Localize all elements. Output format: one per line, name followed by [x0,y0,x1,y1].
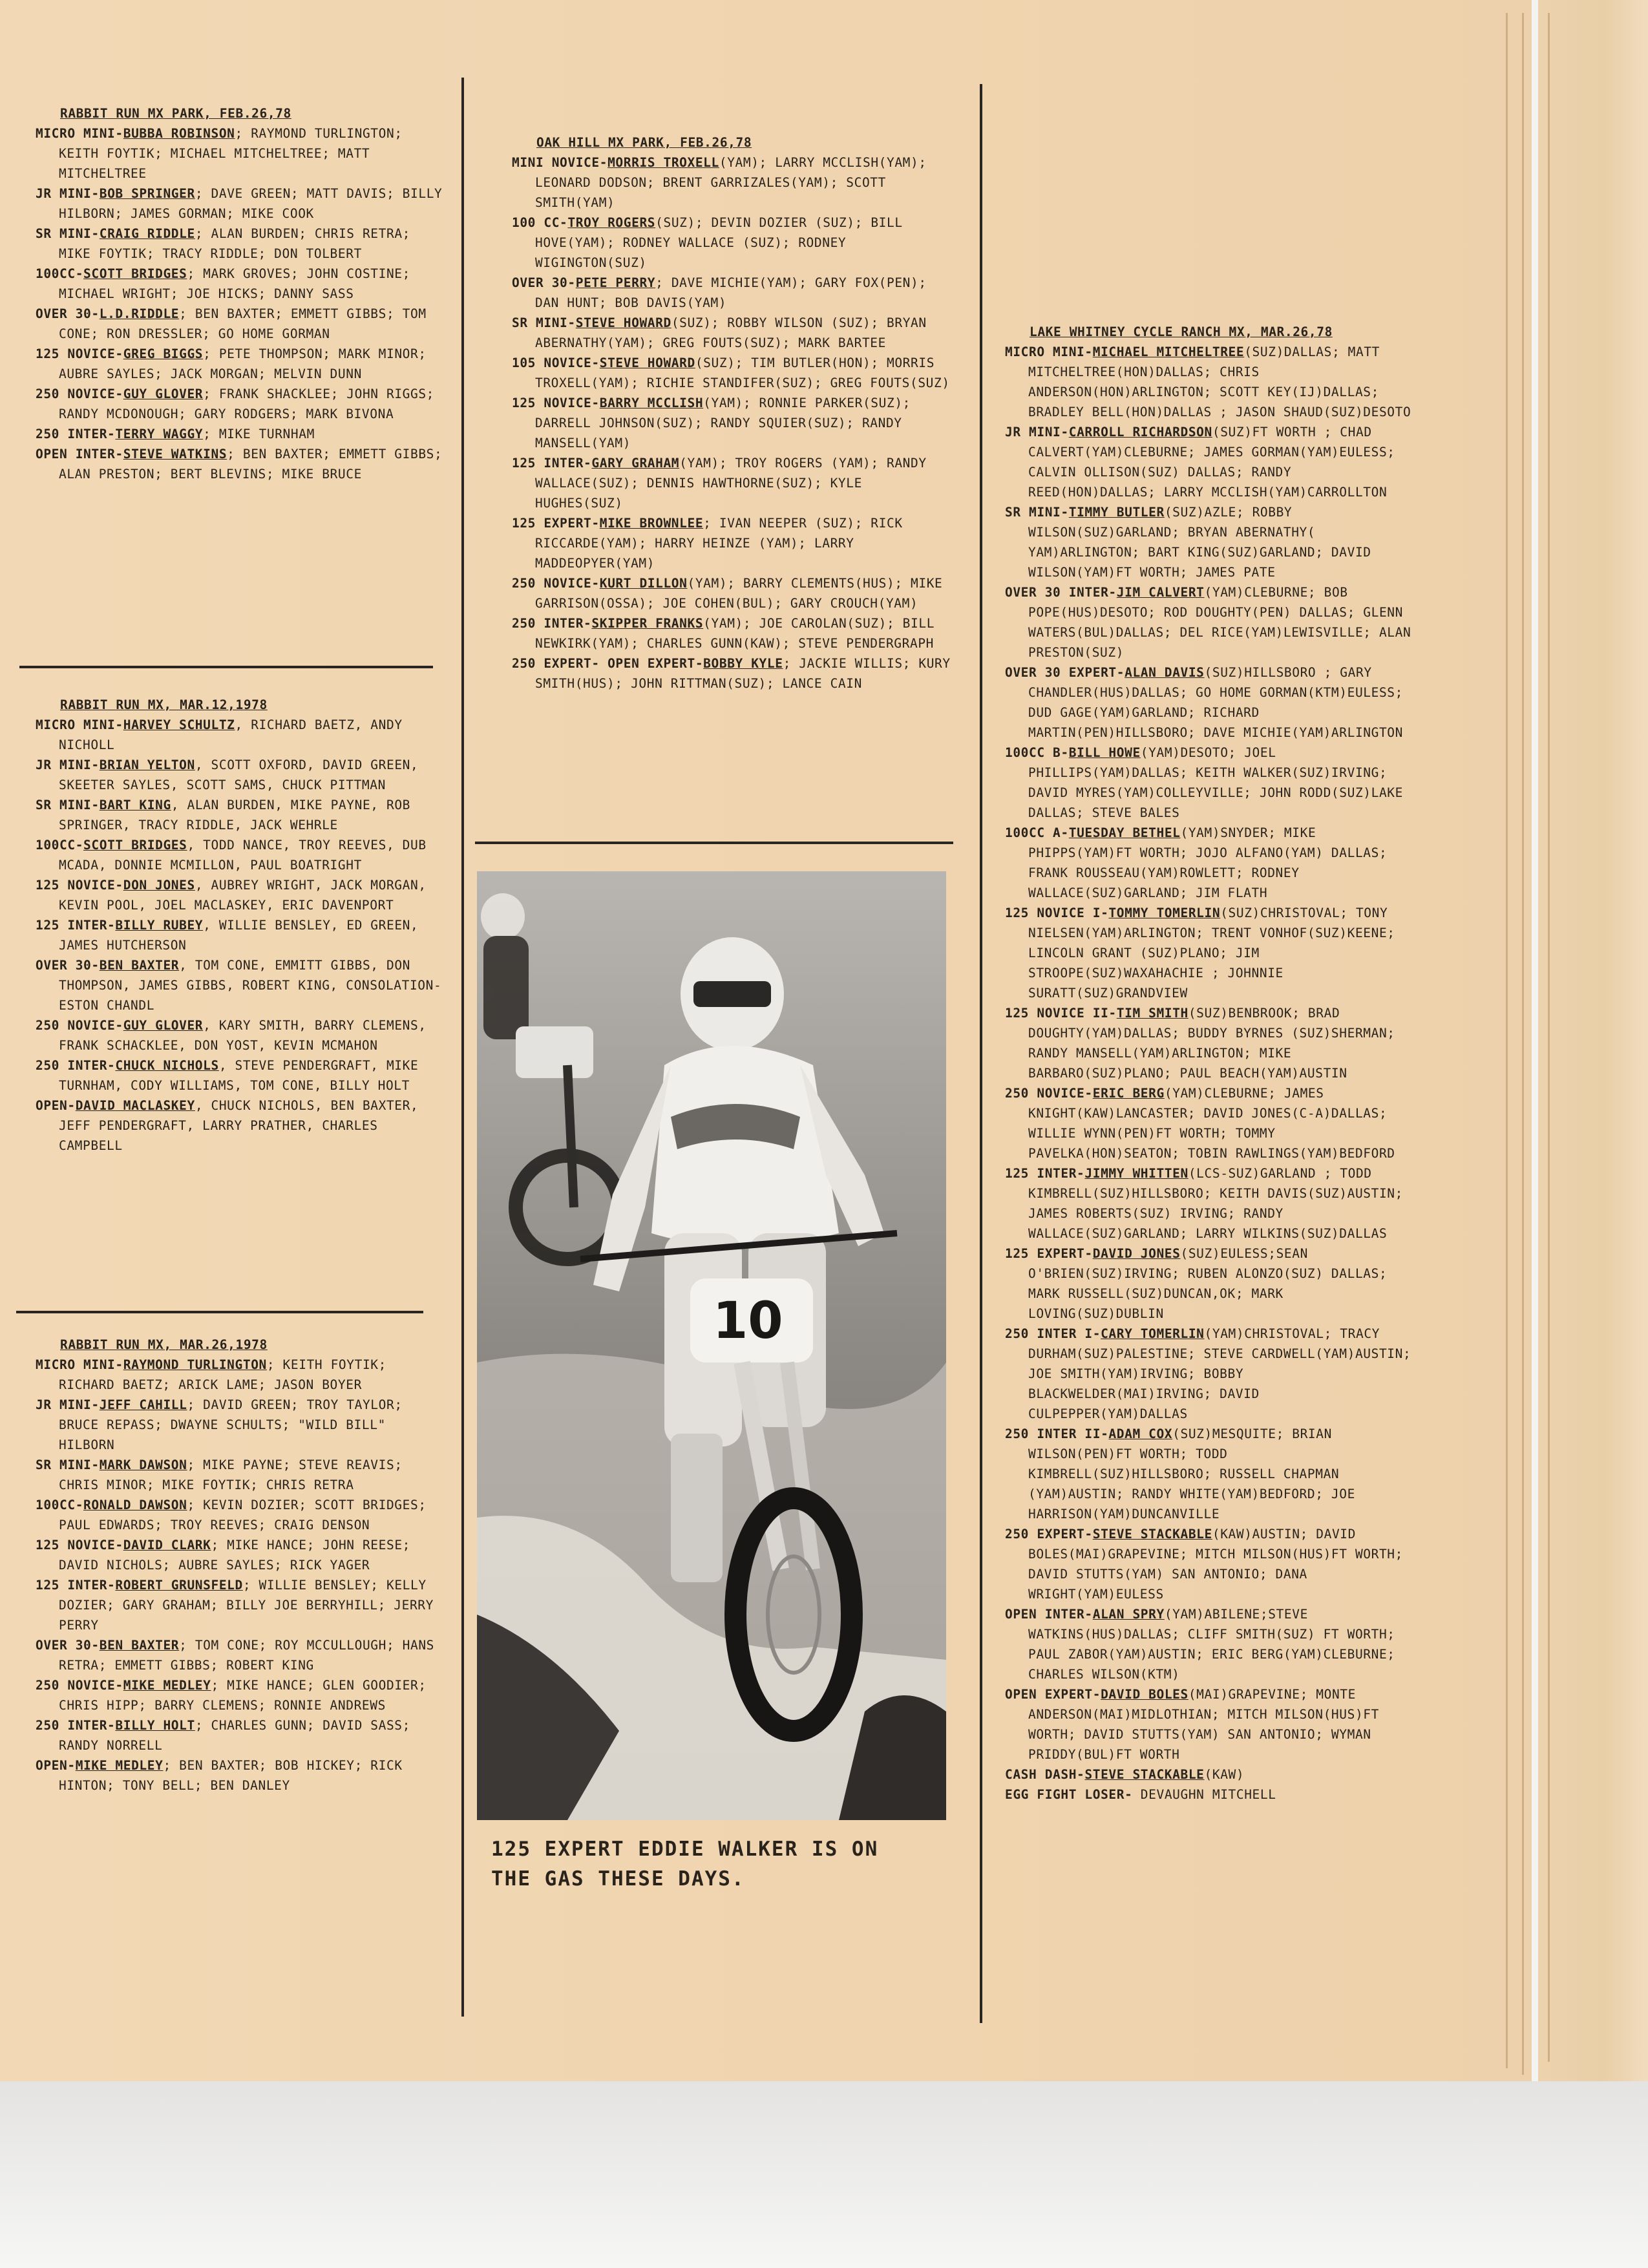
winner-name: GUY GLOVER [123,387,204,401]
winner-name: ALAN SPRY [1092,1607,1165,1622]
class-label: 125 EXPERT- [1005,1246,1093,1261]
result-entry [36,224,449,264]
finishers: ; MIKE PAYNE; STEVE REAVIS; CHRIS MINOR; MIKE FOYTIK; CHRIS RETRA [59,1457,403,1492]
winner-name: BRIAN YELTON [99,758,195,772]
winner-name: BOB SPRINGER [99,186,195,201]
finishers: ; MARK GROVES; JOHN COSTINE; MICHAEL WRIGHT; JOE HICKS; DANNY SASS [59,266,410,301]
class-label: OVER 30- [512,275,576,290]
finishers: , WILLIE BENSLEY, ED GREEN, JAMES HUTCHERSON [59,918,419,953]
result-entry [1005,1163,1412,1244]
finishers: (YAM)CLEBURNE; BOB POPE(HUS)DESOTO; ROD DOUGHTY(PEN) DALLAS; GLENN WATERS(BUL)DALLAS; DEL RICE(YAM)LEWISVILLE; ALAN PRESTON(SUZ) [1028,585,1411,660]
winner-name: BILLY RUBEY [115,918,204,933]
result-entry [36,1015,449,1055]
winner-name: GUY GLOVER [123,1018,204,1033]
result-entry [1005,1524,1412,1604]
class-label: 250 INTER- [36,1058,116,1073]
winner-name: SKIPPER FRANKS [591,616,704,631]
finishers: ; FRANK SHACKLEE; JOHN RIGGS; RANDY MCDONOUGH; GARY RODGERS; MARK BIVONA [59,387,435,421]
winner-name: KURT DILLON [599,576,688,591]
finishers: (SUZ)EULESS;SEAN O'BRIEN(SUZ)IRVING; RUBEN ALONZO(SUZ) DALLAS; MARK RUSSELL(SUZ)DUNCAN,OK; MARK LOVING(SUZ)DUBLIN [1028,1246,1388,1321]
class-label: JR MINI- [1005,425,1069,440]
class-label: OPEN- [36,1098,76,1113]
winner-name: ALAN DAVIS [1125,665,1205,680]
winner-name: BARRY MCCLISH [599,396,704,410]
winner-name: BEN BAXTER [99,1638,180,1653]
finishers: (MAI)GRAPEVINE; MONTE ANDERSON(MAI)MIDLOTHIAN; MITCH MILSON(HUS)FT WORTH; DAVID STUTTS(YAM) SAN ANTONIO; WYMAN PRIDDY(BUL)FT WORTH [1028,1687,1379,1762]
finishers: , CHUCK NICHOLS, BEN BAXTER, JEFF PENDERGRAFT, LARRY PRATHER, CHARLES CAMPBELL [59,1098,419,1153]
class-label: 100CC A- [1005,825,1069,840]
finishers: , ALAN BURDEN, MIKE PAYNE, ROB SPRINGER, TRACY RIDDLE, JACK WEHRLE [59,798,410,832]
winner-name: BILLY HOLT [115,1718,195,1733]
result-entry [1005,903,1412,1003]
middle-column [512,132,951,694]
winner-name: CHUCK NICHOLS [115,1058,219,1073]
result-entry [1005,582,1412,662]
class-label: 100CC- [36,838,84,853]
finishers: ; CHARLES GUNN; DAVID SASS; RANDY NORRELL [59,1718,410,1753]
result-entry [36,123,449,184]
class-label: OPEN- [36,1758,76,1773]
class-label: SR MINI- [36,798,100,812]
result-entry [36,1755,449,1796]
result-entry [1005,502,1412,582]
class-label: 125 INTER- [1005,1166,1085,1181]
finishers: (YAM)ABILENE;STEVE WATKINS(HUS)DALLAS; CLIFF SMITH(SUZ) FT WORTH; PAUL ZABOR(YAM)AUSTIN; ERIC BERG(YAM)CLEBURNE; CHARLES WILSON(KTM) [1028,1607,1395,1682]
finishers: , AUBREY WRIGHT, JACK MORGAN, KEVIN POOL, JOEL MACLASKEY, ERIC DAVENPORT [59,878,427,913]
result-entry [36,915,449,955]
finishers: , TOM CONE, EMMITT GIBBS, DON THOMPSON, JAMES GIBBS, ROBERT KING, CONSOLATION- ESTON CHANDL [59,958,442,1013]
finishers: (KAW) [1204,1767,1245,1782]
section-rule [475,842,953,844]
winner-name: BILL HOWE [1068,745,1141,760]
finishers: ; KEVIN DOZIER; SCOTT BRIDGES; PAUL EDWARDS; TROY REEVES; CRAIG DENSON [59,1498,427,1532]
result-entry [512,453,951,513]
result-entry [1005,1424,1412,1524]
result-entry [36,1675,449,1715]
result-entry [36,1575,449,1635]
winner-name: PETE PERRY [575,275,656,290]
winner-name: BUBBA ROBINSON [123,126,235,141]
class-label: 100CC- [36,266,84,281]
winner-name: CARROLL RICHARDSON [1068,425,1212,440]
class-label: OPEN EXPERT- [1005,1687,1101,1702]
section-title: RABBIT RUN MX PARK, FEB.26,78 [60,106,291,121]
class-label: MICRO MINI- [36,717,123,732]
results-section [36,695,449,1156]
class-label: OVER 30 EXPERT- [1005,665,1125,680]
result-entry [36,384,449,424]
winner-name: HARVEY SCHULTZ [123,717,235,732]
winner-name: TIMMY BUTLER [1068,505,1165,520]
winner-name: ADAM COX [1108,1426,1173,1441]
winner-name: STEVE STACKABLE [1084,1767,1205,1782]
result-entry [36,755,449,795]
motocross-photo [477,871,946,1820]
finishers: ; JACKIE WILLIS; KURY SMITH(HUS); JOHN RITTMAN(SUZ); LANCE CAIN [535,656,951,691]
result-entry [1005,662,1412,743]
class-label: 125 NOVICE I- [1005,906,1109,920]
result-entry [1005,823,1412,903]
winner-name: BART KING [99,798,171,812]
result-entry [36,1635,449,1675]
result-entry [1005,1003,1412,1083]
column-rule [461,78,464,2017]
finishers: (SUZ); TIM BUTLER(HON); MORRIS TROXELL(YAM); RICHIE STANDIFER(SUZ); GREG FOUTS(SUZ) [535,355,950,390]
class-label: 250 INTER- [36,427,116,441]
result-entry [512,353,951,393]
finishers: ; KEITH FOYTIK; RICHARD BAETZ; ARICK LAME; JASON BOYER [59,1357,386,1392]
class-label: JR MINI- [36,1397,100,1412]
page-edge-line [1522,13,1524,2075]
class-label: SR MINI- [36,1457,100,1472]
winner-name: TIM SMITH [1116,1006,1188,1021]
class-label: 250 EXPERT- OPEN EXPERT- [512,656,704,671]
class-label: 250 NOVICE- [36,1018,123,1033]
result-entry [36,424,449,444]
photo-illustration [477,871,946,1820]
class-label: 100CC B- [1005,745,1069,760]
class-label: 250 INTER- [512,616,592,631]
finishers: , SCOTT OXFORD, DAVID GREEN, SKEETER SAYLES, SCOTT SAMS, CHUCK PITTMAN [59,758,419,792]
result-entry [36,835,449,875]
result-entry [36,955,449,1015]
winner-name: STEVE HOWARD [599,355,695,370]
class-label: EGG FIGHT LOSER- [1005,1787,1133,1802]
finishers: (SUZ)CHRISTOVAL; TONY NIELSEN(YAM)ARLINGTON; TRENT VONHOF(SUZ)KEENE; LINCOLN GRANT (SUZ)PLANO; JIM STROOPE(SUZ)WAXAHACHIE ; JOHNNIE SURATT(SUZ)GRANDVIEW [1028,906,1395,1001]
finishers: ; BEN BAXTER; EMMETT GIBBS; ALAN PRESTON; BERT BLEVINS; MIKE BRUCE [59,447,443,482]
winner-name: L.D.RIDDLE [99,306,180,321]
result-entry [512,653,951,694]
winner-name: DAVID BOLES [1101,1687,1188,1702]
winner-name: RONALD DAWSON [83,1498,187,1512]
class-label: 250 NOVICE- [512,576,600,591]
winner-name: MIKE MEDLEY [123,1678,211,1693]
winner-name: STEVE STACKABLE [1092,1527,1212,1542]
class-label: 250 INTER I- [1005,1326,1101,1341]
result-entry [1005,1785,1412,1805]
class-label: OPEN INTER- [1005,1607,1093,1622]
result-entry [36,184,449,224]
finishers: ; ALAN BURDEN; CHRIS RETRA; MIKE FOYTIK; TRACY RIDDLE; DON TOLBERT [59,226,411,261]
winner-name: DAVID CLARK [123,1538,211,1553]
result-entry [1005,1684,1412,1765]
winner-name: MIKE MEDLEY [75,1758,164,1773]
result-entry [36,1096,449,1156]
finishers: (SUZ)AZLE; ROBBY WILSON(SUZ)GARLAND; BRYAN ABERNATHY( YAM)ARLINGTON; BART KING(SUZ)GARLAND; DAVID WILSON(YAM)FT WORTH; JAMES PATE [1028,505,1371,580]
page-edge-line [1506,13,1508,2068]
result-entry [512,153,951,213]
class-label: 250 INTER II- [1005,1426,1109,1441]
winner-name: MORRIS TROXELL [607,155,719,170]
class-label: MINI NOVICE- [512,155,608,170]
result-entry [36,1715,449,1755]
result-entry [36,1495,449,1535]
class-label: 125 INTER- [36,1578,116,1593]
results-section [1005,322,1412,1805]
class-label: JR MINI- [36,186,100,201]
finishers: ; TOM CONE; ROY MCCULLOUGH; HANS RETRA; EMMETT GIBBS; ROBERT KING [59,1638,435,1673]
result-entry [512,273,951,313]
finishers: (SUZ)MESQUITE; BRIAN WILSON(PEN)FT WORTH; TODD KIMBRELL(SUZ)HILLSBORO; RUSSELL CHAPMAN (YAM)AUSTIN; RANDY WHITE(YAM)BEDFORD; JOE HARRISON(YAM)DUNCANVILLE [1028,1426,1355,1521]
section-title: RABBIT RUN MX, MAR.12,1978 [60,697,268,712]
winner-name: CRAIG RIDDLE [99,226,195,241]
winner-name: SCOTT BRIDGES [83,838,187,853]
class-label: 250 EXPERT- [1005,1527,1093,1542]
finishers: ; BEN BAXTER; BOB HICKEY; RICK HINTON; TONY BELL; BEN DANLEY [59,1758,403,1793]
winner-name: DAVID MACLASKEY [75,1098,195,1113]
result-entry [36,1355,449,1395]
section-title: OAK HILL MX PARK, FEB.26,78 [536,135,752,150]
finishers: (SUZ); DEVIN DOZIER (SUZ); BILL HOVE(YAM); RODNEY WALLACE (SUZ); RODNEY WIGINGTON(SUZ) [535,215,903,270]
result-entry [1005,1244,1412,1324]
finishers: ; DAVE MICHIE(YAM); GARY FOX(PEN); DAN HUNT; BOB DAVIS(YAM) [535,275,927,310]
winner-name: ROBERT GRUNSFELD [115,1578,243,1593]
result-entry [36,264,449,304]
class-label: 125 NOVICE- [36,1538,123,1553]
right-column [1005,322,1412,1805]
finishers: ; MIKE HANCE; JOHN REESE; DAVID NICHOLS; AUBRE SAYLES; RICK YAGER [59,1538,410,1573]
class-label: 105 NOVICE- [512,355,600,370]
winner-name: STEVE WATKINS [123,447,227,461]
finishers: ; MIKE HANCE; GLEN GOODIER; CHRIS HIPP; BARRY CLEMENS; RONNIE ANDREWS [59,1678,427,1713]
result-entry [36,795,449,835]
result-entry [36,1395,449,1455]
result-entry [36,1055,449,1096]
class-label: 250 INTER- [36,1718,116,1733]
result-entry [36,444,449,484]
winner-name: ERIC BERG [1092,1086,1165,1101]
class-label: 125 NOVICE- [36,346,123,361]
finishers: (SUZ)FT WORTH ; CHAD CALVERT(YAM)CLEBURNE; JAMES GORMAN(YAM)EULESS; CALVIN OLLISON(SUZ) DALLAS; RANDY REED(HON)DALLAS; LARRY MCCLISH(YAM)CARROLLTON [1028,425,1395,500]
class-label: OPEN INTER- [36,447,123,461]
class-label: SR MINI- [1005,505,1069,520]
winner-name: BEN BAXTER [99,958,180,973]
class-label: MICRO MINI- [36,1357,123,1372]
result-entry [1005,1604,1412,1684]
winner-name: GREG BIGGS [123,346,204,361]
class-label: SR MINI- [512,315,576,330]
class-label: OVER 30 INTER- [1005,585,1117,600]
finishers: (YAM); RONNIE PARKER(SUZ); DARRELL JOHNSON(SUZ); RANDY SQUIER(SUZ); RANDY MANSELL(YAM) [535,396,911,450]
class-label: OVER 30- [36,1638,100,1653]
result-entry [1005,422,1412,502]
class-label: OVER 30- [36,958,100,973]
class-label: MICRO MINI- [1005,344,1093,359]
finishers: (YAM); BARRY CLEMENTS(HUS); MIKE GARRISON(OSSA); JOE COHEN(BUL); GARY CROUCH(YAM) [535,576,943,611]
class-label: CASH DASH- [1005,1767,1085,1782]
result-entry [512,313,951,353]
finishers: (YAM); LARRY MCCLISH(YAM); LEONARD DODSON; BRENT GARRIZALES(YAM); SCOTT SMITH(YAM) [535,155,927,210]
winner-name: TUESDAY BETHEL [1068,825,1181,840]
class-label: 100 CC- [512,215,568,230]
finishers: , KARY SMITH, BARRY CLEMENS, FRANK SCHACKLEE, DON YOST, KEVIN MCMAHON [59,1018,427,1053]
finishers: , TODD NANCE, TROY REEVES, DUB MCADA, DONNIE MCMILLON, PAUL BOATRIGHT [59,838,427,873]
result-entry [512,573,951,613]
class-label: 125 NOVICE- [36,878,123,893]
finishers: ; DAVE GREEN; MATT DAVIS; BILLY HILBORN; JAMES GORMAN; MIKE COOK [59,186,443,221]
result-entry [1005,342,1412,422]
finishers: , STEVE PENDERGRAFT, MIKE TURNHAM, CODY WILLIAMS, TOM CONE, BILLY HOLT [59,1058,419,1093]
section-title: LAKE WHITNEY CYCLE RANCH MX, MAR.26,78 [1030,324,1333,339]
result-entry [512,393,951,453]
finishers: (SUZ)DALLAS; MATT MITCHELTREE(HON)DALLAS; CHRIS ANDERSON(HON)ARLINGTON; SCOTT KEY(IJ)DALLAS; BRADLEY BELL(HON)DALLAS ; JASON SHAUD(SUZ)DESOTO [1028,344,1411,419]
winner-name: CARY TOMERLIN [1101,1326,1205,1341]
result-entry [36,715,449,755]
winner-name: MARK DAWSON [99,1457,187,1472]
result-entry [36,875,449,915]
result-entry [1005,743,1412,823]
result-entry [512,613,951,653]
finishers: ; BEN BAXTER; EMMETT GIBBS; TOM CONE; RON DRESSLER; GO HOME GORMAN [59,306,427,341]
result-entry [1005,1324,1412,1424]
finishers: DEVAUGHN MITCHELL [1132,1787,1276,1802]
winner-name: TROY ROGERS [567,215,656,230]
section-title: RABBIT RUN MX, MAR.26,1978 [60,1337,268,1352]
finishers: (SUZ)BENBROOK; BRAD DOUGHTY(YAM)DALLAS; BUDDY BYRNES (SUZ)SHERMAN; RANDY MANSELL(YAM)ARLINGTON; MIKE BARBARO(SUZ)PLANO; PAUL BEACH(YAM)AUSTIN [1028,1006,1395,1081]
winner-name: TERRY WAGGY [115,427,204,441]
class-label: 125 INTER- [36,918,116,933]
finishers: (YAM)DESOTO; JOEL PHILLIPS(YAM)DALLAS; KEITH WALKER(SUZ)IRVING; DAVID MYRES(YAM)COLLEYVILLE; JOHN RODD(SUZ)LAKE DALLAS; STEVE BALES [1028,745,1403,820]
winner-name: SCOTT BRIDGES [83,266,187,281]
winner-name: JIM CALVERT [1116,585,1205,600]
section-rule [16,1311,423,1313]
finishers: ; DAVID GREEN; TROY TAYLOR; BRUCE REPASS; DWAYNE SCHULTS; "WILD BILL" HILBORN [59,1397,403,1452]
scan-background [0,2081,1648,2268]
winner-name: TOMMY TOMERLIN [1108,906,1221,920]
finishers: , RICHARD BAETZ, ANDY NICHOLL [59,717,403,752]
class-label: 125 INTER- [512,456,592,471]
results-section [36,1335,449,1796]
winner-name: JEFF CAHILL [99,1397,187,1412]
finishers: (YAM)SNYDER; MIKE PHIPPS(YAM)FT WORTH; JOJO ALFANO(YAM) DALLAS; FRANK ROUSSEAU(YAM)ROWLETT; RODNEY WALLACE(SUZ)GARLAND; JIM FLATH [1028,825,1388,900]
finishers: (SUZ); ROBBY WILSON (SUZ); BRYAN ABERNATHY(YAM); GREG FOUTS(SUZ); MARK BARTEE [535,315,927,350]
result-entry [36,344,449,384]
class-label: 100CC- [36,1498,84,1512]
finishers: ; WILLIE BENSLEY; KELLY DOZIER; GARY GRAHAM; BILLY JOE BERRYHILL; JERRY PERRY [59,1578,434,1633]
photo-caption: 125 EXPERT EDDIE WALKER IS ON THE GAS THESE DAYS. [491,1838,879,1891]
winner-name: JIMMY WHITTEN [1084,1166,1188,1181]
winner-name: RAYMOND TURLINGTON [123,1357,267,1372]
finishers: (LCS-SUZ)GARLAND ; TODD KIMBRELL(SUZ)HILLSBORO; KEITH DAVIS(SUZ)AUSTIN; JAMES ROBERTS(SUZ) IRVING; RANDY WALLACE(SUZ)GARLAND; LARRY WILKINS(SUZ)DALLAS [1028,1166,1403,1241]
result-entry [36,1535,449,1575]
winner-name: DAVID JONES [1092,1246,1181,1261]
class-label: 250 NOVICE- [36,1678,123,1693]
page-edge-line [1548,13,1550,2062]
winner-name: STEVE HOWARD [575,315,671,330]
finishers: (YAM)CLEBURNE; JAMES KNIGHT(KAW)LANCASTER; DAVID JONES(C-A)DALLAS; WILLIE WYNN(PEN)FT WORTH; TOMMY PAVELKA(HON)SEATON; TOBIN RAWLINGS(YAM)BEDFORD [1028,1086,1395,1161]
result-entry [36,1455,449,1495]
finishers: (YAM); JOE CAROLAN(SUZ); BILL NEWKIRK(YAM); CHARLES GUNN(KAW); STEVE PENDERGRAPH [535,616,935,651]
results-section [512,132,951,694]
class-label: 125 EXPERT- [512,516,600,531]
results-section [36,103,449,484]
winner-name: MIKE BROWNLEE [599,516,704,531]
class-label: SR MINI- [36,226,100,241]
class-label: 250 NOVICE- [36,387,123,401]
class-label: MICRO MINI- [36,126,123,141]
column-rule [980,84,982,2023]
section-rule [19,666,433,668]
page-stack-edge [1538,0,1648,2081]
result-entry [36,304,449,344]
finishers: ; IVAN NEEPER (SUZ); RICK RICCARDE(YAM); HARRY HEINZE (YAM); LARRY MADDEOPYER(YAM) [535,516,903,571]
finishers: (YAM)CHRISTOVAL; TRACY DURHAM(SUZ)PALESTINE; STEVE CARDWELL(YAM)AUSTIN; JOE SMITH(YAM)IRVING; BOBBY BLACKWELDER(MAI)IRVING; DAVID CULPEPPER(YAM)DALLAS [1028,1326,1411,1421]
number-plate: 10 [713,1292,783,1350]
winner-name: MICHAEL MITCHELTREE [1092,344,1245,359]
finishers: ; RAYMOND TURLINGTON; KEITH FOYTIK; MICHAEL MITCHELTREE; MATT MITCHELTREE [59,126,403,181]
finishers: ; PETE THOMPSON; MARK MINOR; AUBRE SAYLES; JACK MORGAN; MELVIN DUNN [59,346,427,381]
winner-name: DON JONES [123,878,195,893]
class-label: 125 NOVICE II- [1005,1006,1117,1021]
class-label: OVER 30- [36,306,100,321]
result-entry [1005,1083,1412,1163]
finishers: (SUZ)HILLSBORO ; GARY CHANDLER(HUS)DALLAS; GO HOME GORMAN(KTM)EULESS; DUD GAGE(YAM)GARLAND; RICHARD MARTIN(PEN)HILLSBORO; DAVE MICHIE(YAM)ARLINGTON [1028,665,1403,740]
finishers: (KAW)AUSTIN; DAVID BOLES(MAI)GRAPEVINE; MITCH MILSON(HUS)FT WORTH; DAVID STUTTS(YAM) SAN ANTONIO; DANA WRIGHT(YAM)EULESS [1028,1527,1403,1602]
result-entry [512,213,951,273]
finishers: (YAM); TROY ROGERS (YAM); RANDY WALLACE(SUZ); DENNIS HAWTHORNE(SUZ); KYLE HUGHES(SUZ) [535,456,927,511]
winner-name: BOBBY KYLE [703,656,783,671]
class-label: 125 NOVICE- [512,396,600,410]
result-entry [512,513,951,573]
finishers: ; MIKE TURNHAM [203,427,315,441]
class-label: 250 NOVICE- [1005,1086,1093,1101]
result-entry [1005,1765,1412,1785]
class-label: JR MINI- [36,758,100,772]
winner-name: GARY GRAHAM [591,456,680,471]
